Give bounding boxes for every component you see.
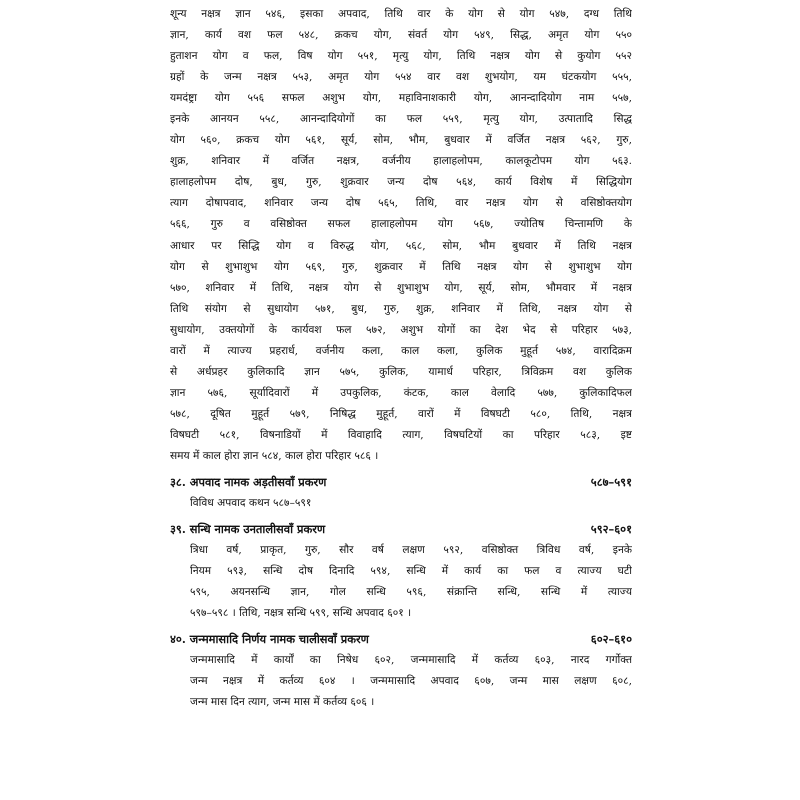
section-heading [170,471,632,493]
text-line: सुधायोग, उक्तयोगों के कार्यवश फल ५७२, अशुभ योगों का देश भेद से परिहार ५७३, [170,323,632,336]
text-line: ज्ञान ५७६, सूर्यादिवारों में उपकुलिक, कंटक, काल वेलादि ५७७, कुलिकादिफल [170,386,632,399]
text-line: ५६६, गुरु व वसिष्ठोक्त सफल हालाहलोपम योग ५६७, ज्योतिष चिन्तामणि के [170,218,632,231]
text-line: ५९५, अयनसन्धि ज्ञान, गोल सन्धि ५९६, संक्रान्ति सन्धि, सन्धि में त्याज्य [190,586,632,599]
text-line: वारों में त्याज्य प्रहरार्ध, वर्जनीय कला, काल कला, कुलिक मुहूर्त ५७४, वारादिक्रम [170,344,632,357]
intro-paragraph [170,4,632,467]
section-40 [170,628,632,713]
text-line: तिथि संयोग से सुधायोग ५७१, बुध, गुरु, शुक्र, शनिवार में तिथि, नक्षत्र योग से [170,302,632,315]
text-line: नियम ५९३, सन्धि दोष दिनादि ५९४, सन्धि में कार्य का फल व त्याज्य घटी [190,565,632,578]
section-38 [170,471,632,514]
text-line: समय में काल होरा ज्ञान ५८४, काल होरा परिहार ५८६ । [170,449,379,462]
section-body [170,493,632,514]
section-39 [170,518,632,624]
text-line: जन्म नक्षत्र में कर्तव्य ६०४ । जन्ममासादि अपवाद ६०७, जन्म मास लक्षण ६०८, [190,675,632,688]
section-heading [170,518,632,540]
text-line: ग्रहों के जन्म नक्षत्र ५५३, अमृत योग ५५४ वार वश शुभयोग, यम घंटकयोग ५५५, [170,71,632,84]
text-line: आधार पर सिद्धि योग व विरुद्ध योग, ५६८, सोम, भौम बुधवार में तिथि नक्षत्र [170,239,632,252]
section-heading [170,628,632,650]
text-line: जन्म मास दिन त्याग, जन्म मास में कर्तव्य ६०६ । [190,696,375,709]
section-page-range: ६०२–६१० [590,632,632,647]
text-line: शुक्र, शनिवार में वर्जित नक्षत्र, वर्जनीय हालाहलोपम, कालकूटोपम योग ५६३. [170,155,632,168]
text-line: विषघटी ५८१, विषनाडियों में विवाहादि त्याग, विषघटियों का परिहार ५८३, इष्ट [170,428,632,441]
text-line: यमदंष्ट्रा योग ५५६ सफल अशुभ योग, महाविनाशकारी योग, आनन्दादियोग नाम ५५७, [170,92,632,105]
section-title: ३८. अपवाद नामक अड़तीसवाँ प्रकरण [170,475,327,490]
text-line: इनके आनयन ५५८, आनन्दादियोगों का फल ५५९, मृत्यु योग, उत्पातादि सिद्ध [170,113,632,126]
text-line: हालाहलोपम दोष, बुध, गुरु, शुक्रवार जन्य दोष ५६४, कार्य विशेष में सिद्धियोग [170,176,632,189]
text-line: जन्ममासादि में कार्यों का निषेध ६०२, जन्ममासादि में कर्तव्य ६०३, नारद गर्गोक्त [190,654,632,667]
section-body [170,650,632,713]
text-line: त्याग दोषापवाद, शनिवार जन्य दोष ५६५, तिथि, वार नक्षत्र योग से वसिष्ठोक्तयोग [170,197,632,210]
text-line: हुताशन योग व फल, विष योग ५५१, मृत्यु योग, तिथि नक्षत्र योग से कुयोग ५५२ [170,50,632,63]
text-line: ज्ञान, कार्य वश फल ५४८, क्रकच योग, संवर्त योग ५४९, सिद्ध, अमृत योग ५५० [170,29,632,42]
text-line: त्रिधा वर्ष, प्राकृत, गुरु, सौर वर्ष लक्षण ५९२, वसिष्ठोक्त त्रिविध वर्ष, इनके [190,544,632,557]
text-line: ५९७–५९८ । तिथि, नक्षत्र सन्धि ५९९, सन्धि अपवाद ६०१ । [190,607,412,620]
section-body [170,540,632,624]
text-line: शून्य नक्षत्र ज्ञान ५४६, इसका अपवाद, तिथि वार के योग से योग ५४७, दग्ध तिथि [170,8,632,20]
text-line: से अर्धप्रहर कुलिकादि ज्ञान ५७५, कुलिक, यामार्ध परिहार, त्रिविक्रम वश कुलिक [170,365,632,378]
text-line: ५७८, दूषित मुहूर्त ५७९, निषिद्ध मुहूर्त, वारों में विषघटी ५८०, तिथि, नक्षत्र [170,407,632,420]
section-title: ३९. सन्धि नामक उनतालीसवाँ प्रकरण [170,522,326,537]
section-page-range: ५९२–६०१ [590,522,632,537]
text-line: ५७०, शनिवार में तिथि, नक्षत्र योग से शुभाशुभ योग, सूर्य, सोम, भौमवार में नक्षत्र [170,281,632,294]
document-page [170,4,632,713]
text-line: योग ५६०, क्रकच योग ५६१, सूर्य, सोम, भौम, बुधवार में वर्जित नक्षत्र ५६२, गुरु, [170,134,632,147]
section-page-range: ५८७–५९१ [590,475,632,490]
section-title: ४०. जन्ममासादि निर्णय नामक चालीसवाँ प्रकरण [170,632,369,647]
text-line: योग से शुभाशुभ योग ५६९, गुरु, शुक्रवार में तिथि नक्षत्र योग से शुभाशुभ योग [170,260,632,273]
text-line: विविध अपवाद कथन ५८७–५९१ [190,497,312,510]
